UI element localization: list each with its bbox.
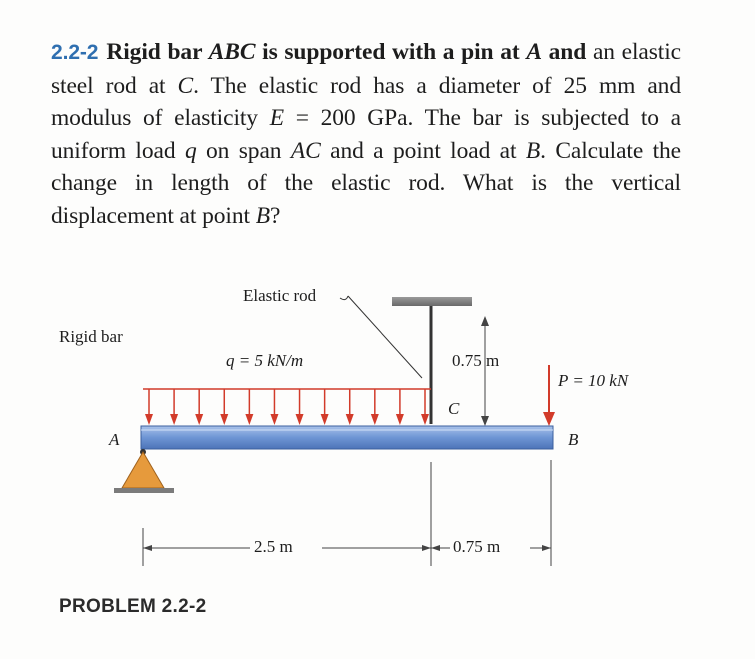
span-ac-label: 2.5 m: [254, 537, 293, 556]
problem-number: 2.2-2: [51, 41, 99, 64]
load-arrow-head: [145, 414, 153, 425]
distributed-load-arrows: [145, 389, 429, 425]
load-arrow-head: [220, 414, 228, 425]
load-arrow-head: [396, 414, 404, 425]
load-arrow-head: [346, 414, 354, 425]
span-cb-label: 0.75 m: [453, 537, 501, 556]
load-arrow-head: [245, 414, 253, 425]
ceiling-plate: [392, 297, 472, 306]
load-q-label: q = 5 kN/m: [226, 351, 304, 370]
rod-length-label: 0.75 m: [452, 351, 500, 370]
problem-body: an elastic steel rod at C. The elastic rod has a diameter of 25 mm and modulus of elasticity E = 200 GPa. The bar is subjected to a uniform load q on span AC and a point load at B. Calculate the change in length of the elastic rod. What is the vertical displacement at point B?: [51, 39, 681, 229]
load-p-label: P = 10 kN: [558, 371, 629, 390]
load-arrow-head: [371, 414, 379, 425]
elastic-rod-leader: [348, 296, 422, 378]
load-arrow-head: [296, 414, 304, 425]
elastic-rod-label: Elastic rod: [243, 286, 317, 305]
pin-support: [122, 452, 164, 488]
rigid-bar: [141, 426, 553, 449]
point-c-label: C: [448, 399, 460, 418]
point-a-label: A: [109, 430, 120, 449]
load-arrow-head: [321, 414, 329, 425]
load-arrow-head: [195, 414, 203, 425]
load-arrow-head: [270, 414, 278, 425]
load-arrow-head: [170, 414, 178, 425]
problem-title: Rigid bar ABC is supported with a pin at A and: [106, 39, 587, 65]
point-b-label: B: [568, 430, 579, 449]
load-arrow-head: [421, 414, 429, 425]
problem-caption: PROBLEM 2.2-2: [59, 596, 207, 617]
support-ground: [114, 488, 174, 493]
rigid-bar-label: Rigid bar: [59, 327, 123, 346]
